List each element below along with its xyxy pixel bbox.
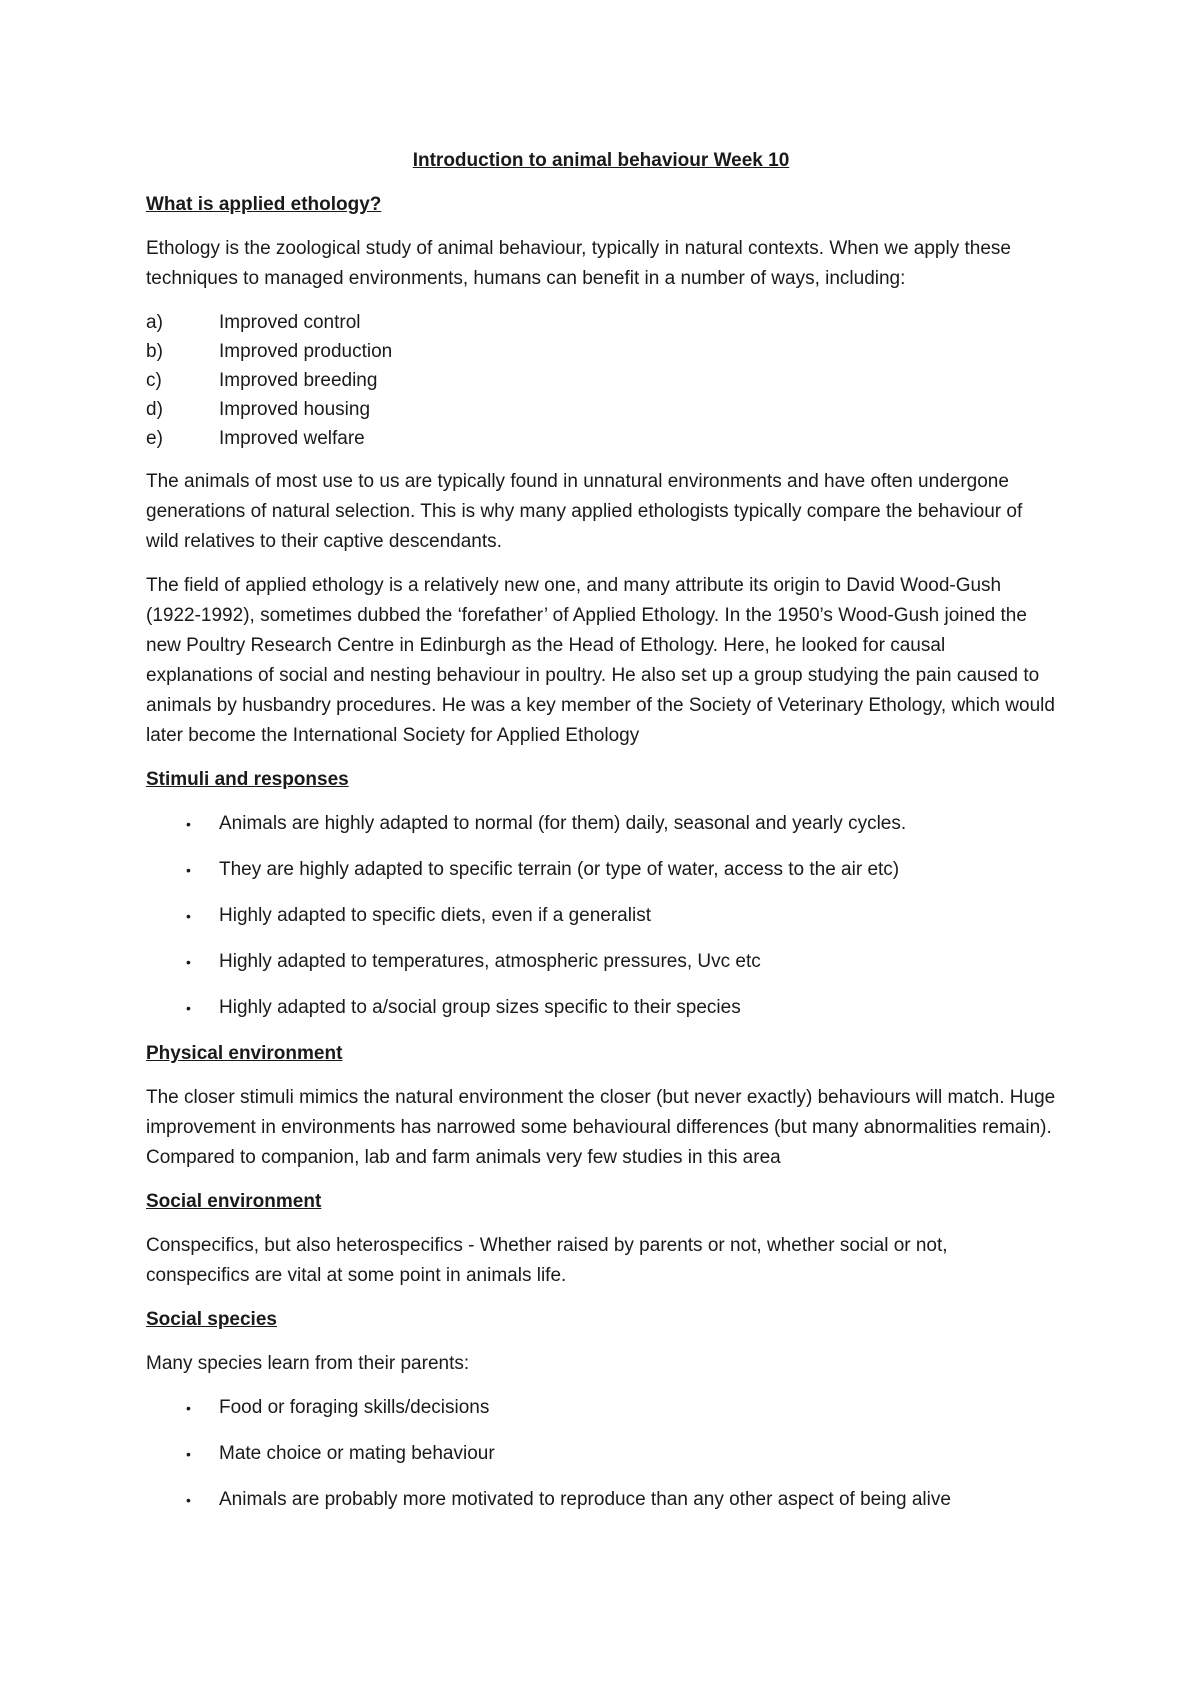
list-item — [146, 809, 1056, 839]
social-species-list — [146, 1393, 1056, 1515]
heading-social-environment: Social environment — [146, 1191, 322, 1212]
heading-applied-ethology: What is applied ethology? — [146, 194, 382, 215]
bullet-icon: • — [186, 816, 191, 832]
bullet-icon: • — [186, 1400, 191, 1416]
list-marker: b) — [146, 341, 163, 362]
document-body — [146, 146, 1056, 1531]
bullet-icon: • — [186, 1446, 191, 1462]
list-item — [146, 1393, 1056, 1423]
paragraph-physical-environment: The closer stimuli mimics the natural environment the closer (but never exactly) behaviours will match. Huge improvement in environments has narrowed some behavioural differences (but many abnormalities remain). Compared to companion, lab and farm animals very few studies in this area — [146, 1087, 1056, 1168]
list-item-text: Highly adapted to a/social group sizes specific to their species — [219, 997, 741, 1018]
heading-stimuli-responses: Stimuli and responses — [146, 769, 349, 790]
list-item — [146, 424, 1056, 453]
list-item — [146, 337, 1056, 366]
list-item-text: Highly adapted to temperatures, atmospheric pressures, Uvc etc — [219, 951, 761, 972]
heading-physical-environment: Physical environment — [146, 1043, 343, 1064]
list-item — [146, 395, 1056, 424]
list-item — [146, 308, 1056, 337]
list-item — [146, 1485, 1056, 1515]
list-item — [146, 993, 1056, 1023]
list-marker: c) — [146, 370, 162, 391]
list-item — [146, 366, 1056, 395]
list-item-text: Highly adapted to specific diets, even if a generalist — [219, 905, 651, 926]
paragraph-unnatural-environments: The animals of most use to us are typically found in unnatural environments and have often undergone generations of natural selection. This is why many applied ethologists typically compare the behaviour of wild relatives to their captive descendants. — [146, 471, 1023, 552]
document-title: Introduction to animal behaviour Week 10 — [412, 150, 790, 171]
paragraph-social-environment: Conspecifics, but also heterospecifics - Whether raised by parents or not, whether social or not, conspecifics are vital at some point in animals life. — [146, 1235, 948, 1286]
list-item-text: Mate choice or mating behaviour — [219, 1443, 495, 1464]
list-item-text: Animals are highly adapted to normal (for them) daily, seasonal and yearly cycles. — [219, 813, 907, 834]
bullet-icon: • — [186, 862, 191, 878]
list-item — [146, 855, 1056, 885]
list-item-text: Improved breeding — [219, 370, 378, 391]
list-item-text: Improved production — [219, 341, 393, 362]
list-item — [146, 947, 1056, 977]
list-item — [146, 901, 1056, 931]
benefits-list — [146, 308, 1056, 453]
paragraph-social-species-intro: Many species learn from their parents: — [146, 1353, 470, 1374]
stimuli-list — [146, 809, 1056, 1023]
list-item-text: Improved welfare — [219, 428, 365, 449]
bullet-icon: • — [186, 1000, 191, 1016]
list-marker: a) — [146, 312, 163, 333]
list-item-text: Improved control — [219, 312, 361, 333]
list-item-text: They are highly adapted to specific terrain (or type of water, access to the air etc) — [219, 859, 900, 880]
list-item-text: Improved housing — [219, 399, 371, 420]
paragraph-ethology-intro: Ethology is the zoological study of animal behaviour, typically in natural contexts. When we apply these techniques to managed environments, humans can benefit in a number of ways, including: — [146, 238, 1011, 289]
heading-social-species: Social species — [146, 1309, 277, 1330]
paragraph-wood-gush-history: The field of applied ethology is a relatively new one, and many attribute its origin to David Wood-Gush (1922-1992), sometimes dubbed the ‘forefather’ of Applied Ethology. In the 1950’s Wood-Gush joined the new Poultry Research Centre in Edinburgh as the Head of Ethology. Here, he looked for causal explanations of social and nesting behaviour in poultry. He also set up a group studying the pain caused to animals by husbandry procedures. He was a key member of the Society of Veterinary Ethology, which would later become the International Society for Applied Ethology — [146, 575, 1055, 746]
bullet-icon: • — [186, 1492, 191, 1508]
bullet-icon: • — [186, 908, 191, 924]
list-marker: e) — [146, 428, 163, 449]
list-item — [146, 1439, 1056, 1469]
bullet-icon: • — [186, 954, 191, 970]
list-item-text: Animals are probably more motivated to reproduce than any other aspect of being alive — [219, 1489, 951, 1510]
list-marker: d) — [146, 399, 163, 420]
list-item-text: Food or foraging skills/decisions — [219, 1397, 490, 1418]
